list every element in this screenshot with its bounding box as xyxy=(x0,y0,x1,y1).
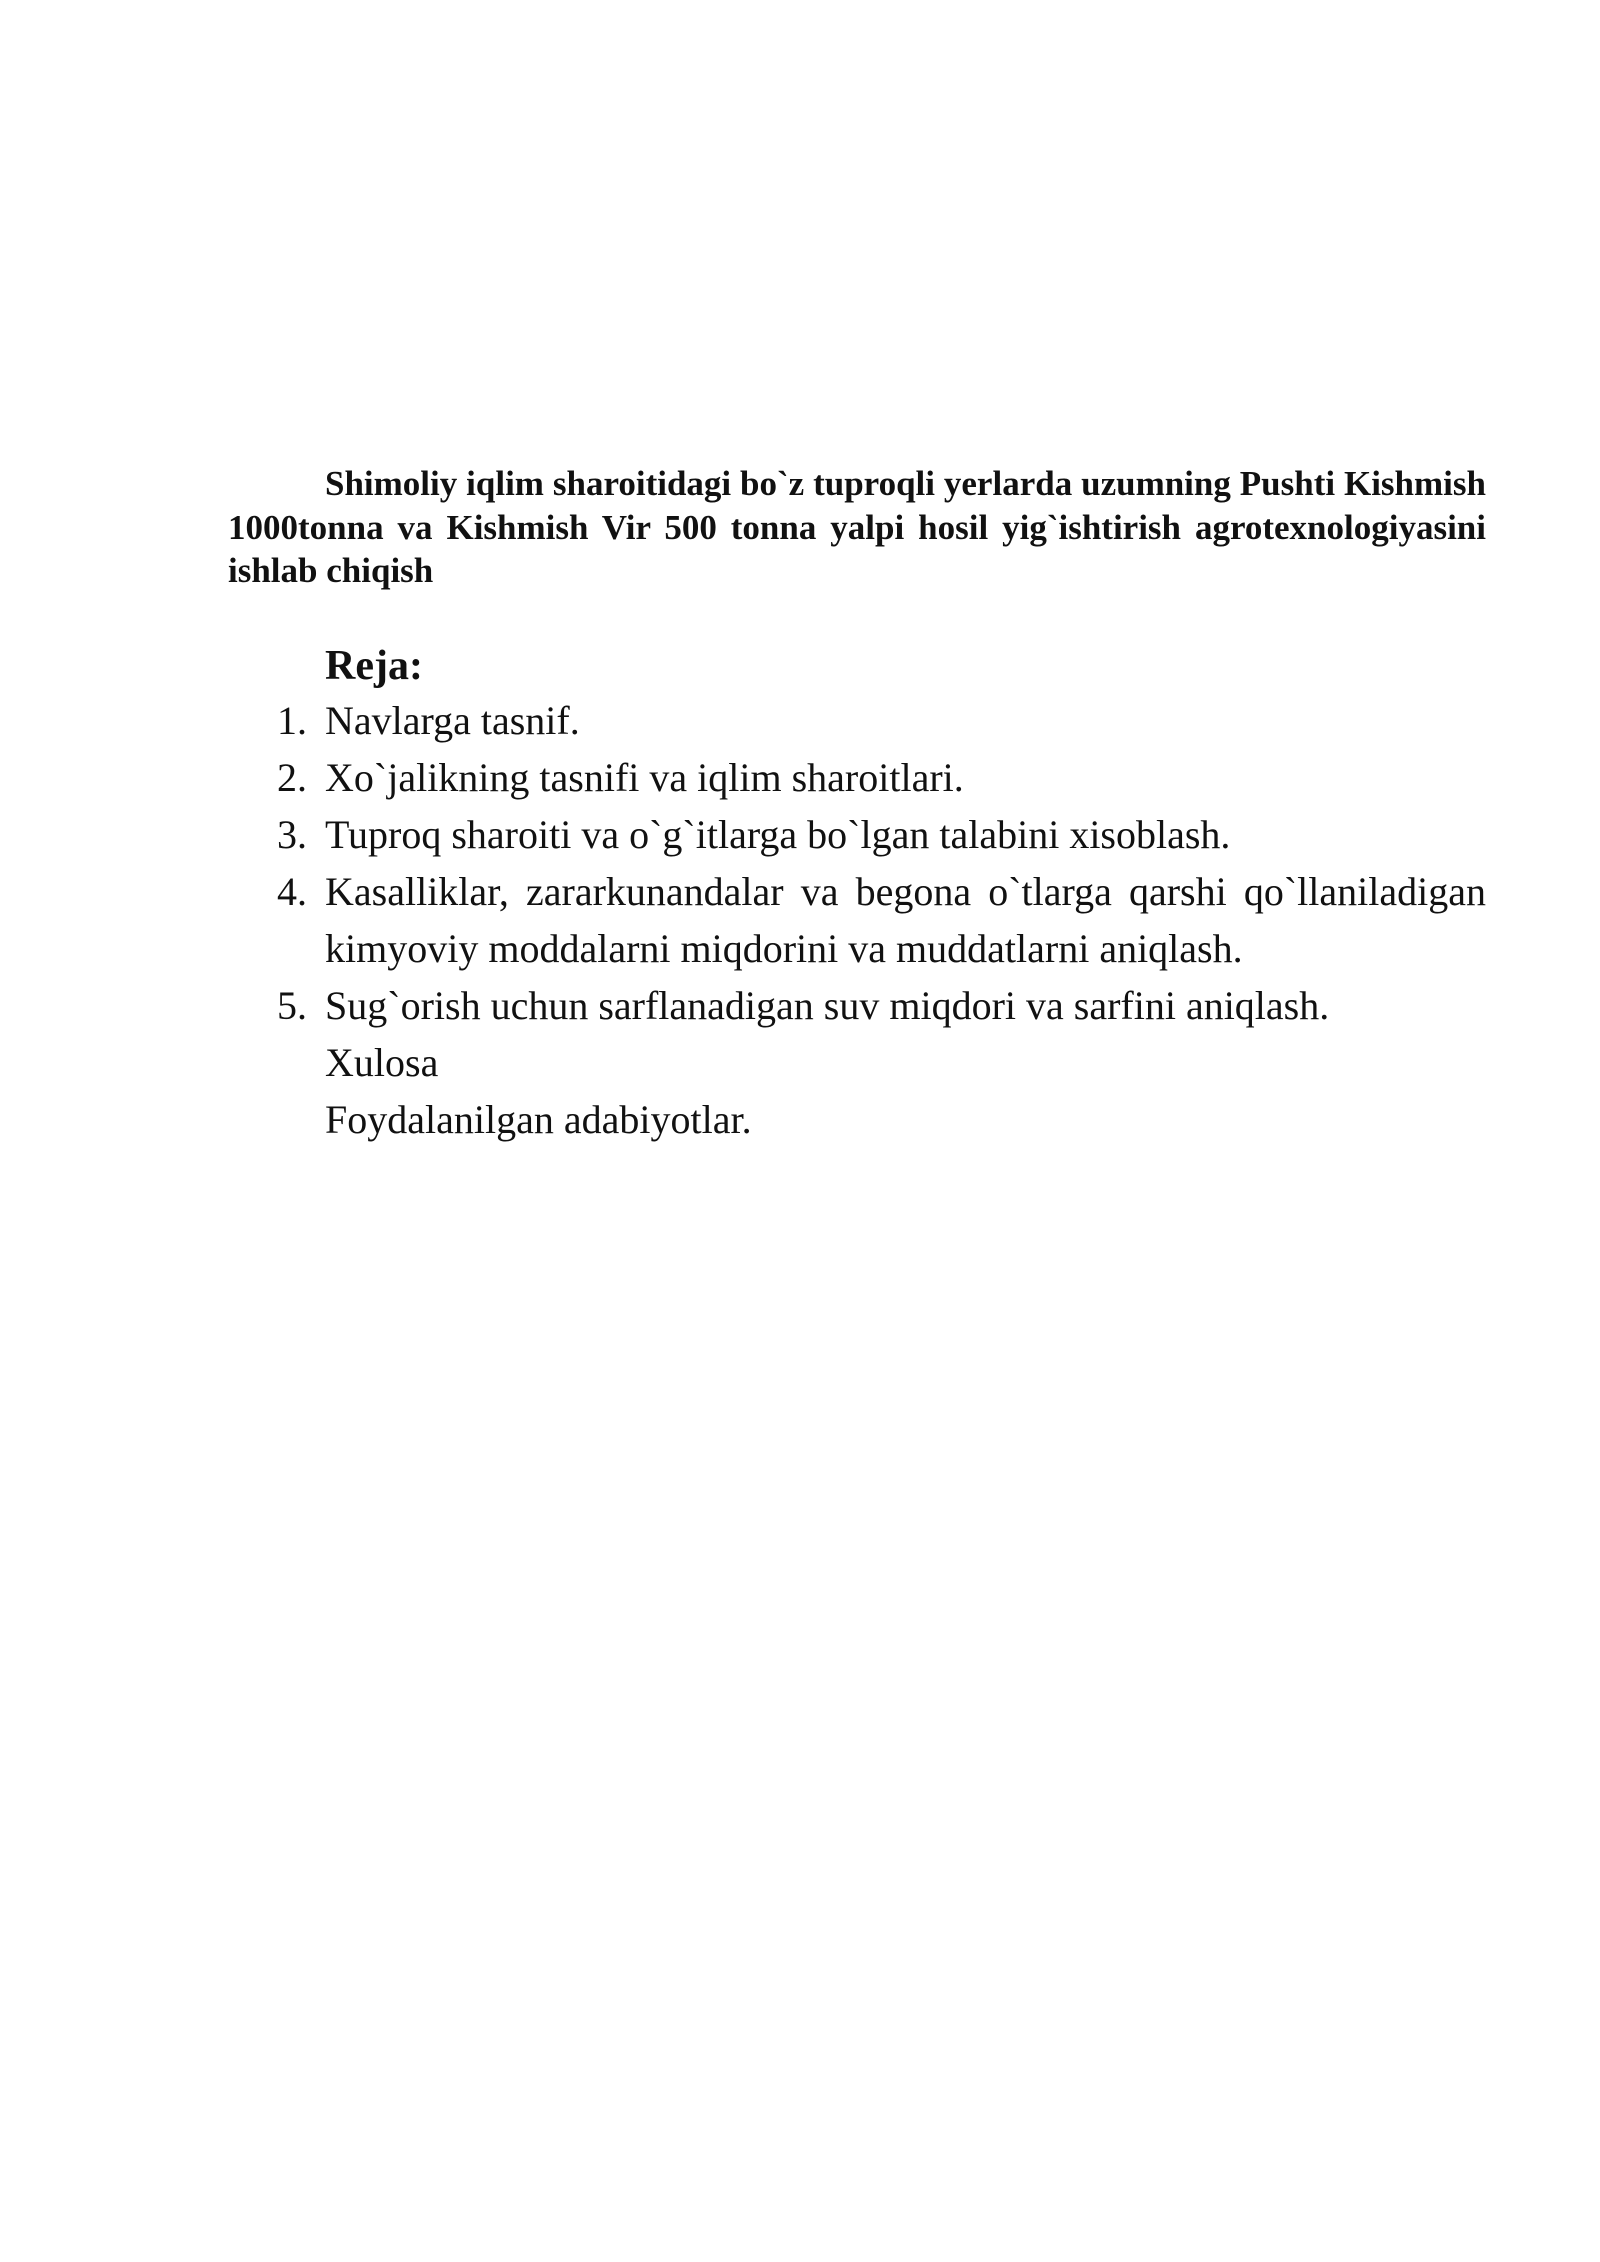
conclusion-line: Xulosa xyxy=(325,1040,439,1085)
plan-item-4 xyxy=(0,863,1600,977)
plan-item-number: 2. xyxy=(277,755,307,800)
plan-item-number: 4. xyxy=(277,869,307,914)
plan-item-text: Xo`jalikning tasnifi va iqlim sharoitlari. xyxy=(325,755,964,800)
plan-item-5 xyxy=(0,977,1600,1034)
plan-item-number: 5. xyxy=(277,983,307,1028)
plan-item-text: Navlarga tasnif. xyxy=(325,698,580,743)
plan-item-2 xyxy=(0,749,1600,806)
document-title: Shimoliy iqlim sharoitidagi bo`z tuproqli yerlarda uzumning Pushti Kishmish 1000tonna va Kishmish Vir 500 tonna yalpi hosil yig`ishtirish agrotexnologiyasini ishlab chiqish xyxy=(228,464,1486,590)
plan-item-text: Sug`orish uchun sarflanadigan suv miqdori va sarfini aniqlash. xyxy=(325,983,1330,1028)
plan-item-text: Kasalliklar, zararkunandalar va begona o`tlarga qarshi qo`llaniladigan kimyoviy moddalarni miqdorini va muddatlarni aniqlash. xyxy=(325,869,1486,971)
plan-item-1 xyxy=(0,692,1600,749)
plan-item-3 xyxy=(0,806,1600,863)
plan-item-number: 3. xyxy=(277,812,307,857)
plan-item-number: 1. xyxy=(277,698,307,743)
plan-item-text: Tuproq sharoiti va o`g`itlarga bo`lgan talabini xisoblash. xyxy=(325,812,1231,857)
plan-list xyxy=(0,692,1600,1148)
references-line: Foydalanilgan adabiyotlar. xyxy=(325,1097,752,1142)
plan-heading: Reja: xyxy=(325,643,423,689)
